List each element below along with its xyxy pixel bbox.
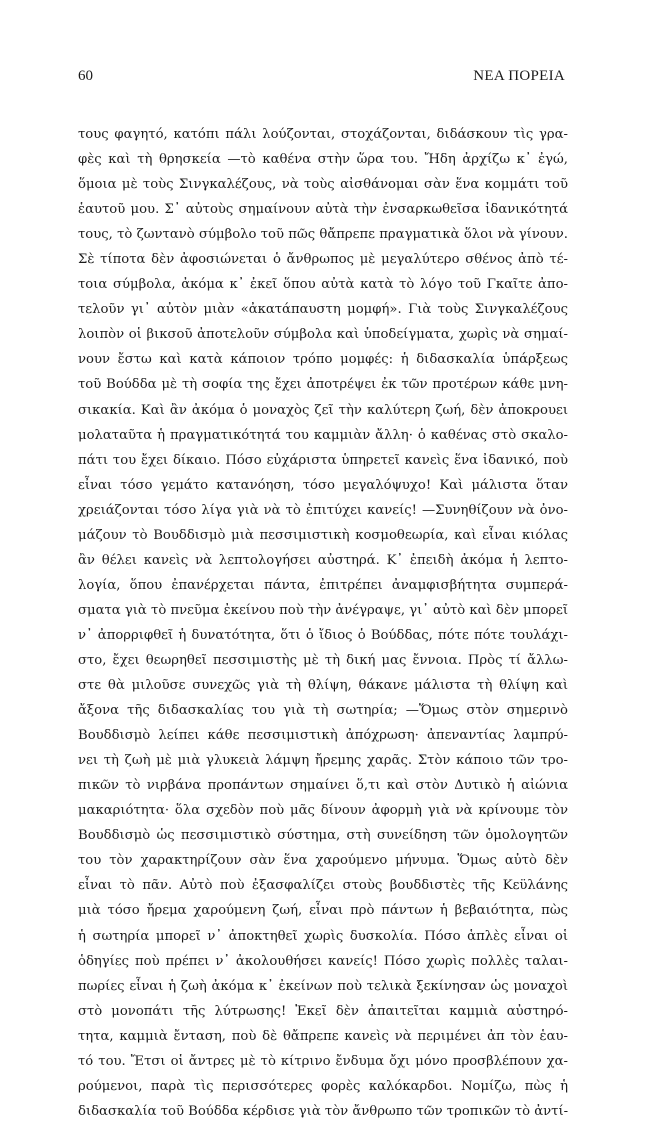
text-line: μάζουν τὸ Βουδδισμὸ μιὰ πεσσιμιστικὴ κοσμοθεωρία, καὶ εἶναι κιόλας [78,527,568,543]
text-line: ὁδηγίες ποὺ πρέπει ν᾽ ἀκολουθήσει κανείς! Πόσο χωρὶς πολλὲς ταλαι- [78,953,568,969]
text-line: χρειάζονται τόσο λίγα γιὰ νὰ τὸ ἐπιτύχει κανείς! —Συνηθίζουν νὰ ὀνο- [78,502,568,518]
text-line: φὲς καὶ τὴ θρησκεία —τὸ καθένα στὴν ὥρα του. Ἤδη ἀρχίζω κ᾽ ἐγώ, [78,152,568,168]
text-line: ὅμοια μὲ τοὺς Σινγκαλέζους, νὰ τοὺς αἰσθάνομαι σὰν ἕνα κομμάτι τοῦ [78,177,568,193]
text-line: τοια σύμβολα, ἀκόμα κ᾽ ἐκεῖ ὅπου αὐτὰ κατὰ τὸ λόγο τοῦ Γκαῖτε ἀπο- [78,277,568,293]
text-line: Βουδδισμὸ ὡς πεσσιμιστικὸ σύστημα, στὴ συνείδηση τῶν ὁμολογητῶν [78,828,568,844]
text-line: εἶναι τὸ πᾶν. Αὐτὸ ποὺ ἐξασφαλίζει στοὺς βουδδιστὲς τῆς Κεϋλάνης [78,878,568,894]
text-line: ἂν θέλει κανεὶς νὰ λεπτολογήσει αὐστηρά. Κ᾽ ἐπειδὴ ἀκόμα ἡ λεπτο- [78,552,568,568]
text-line: τους, τὸ ζωντανὸ σύμβολο τοῦ πῶς θἄπρεπε πραγματικὰ ὅλοι νὰ γίνουν. [78,227,568,243]
text-line: τό του. Ἔτσι οἱ ἄντρες μὲ τὸ κίτρινο ἔνδυμα ὄχι μόνο προσβλέπουν χα- [78,1053,568,1069]
journal-title: ΝΕΑ ΠΟΡΕΙΑ [473,68,565,84]
text-line: ἄξονα τῆς διδασκαλίας του γιὰ τὴ σωτηρία; —Ὅμως στὸν σημερινὸ [78,703,568,719]
text-line: Σὲ τίποτα δὲν ἀφοσιώνεται ὁ ἄνθρωπος μὲ μεγαλύτερο σθένος ἀπὸ τέ- [78,252,568,268]
text-line: πικῶν τὸ νιρβάνα προπάντων σημαίνει ὅ,τι καὶ στὸν Δυτικὸ ἡ αἰώνια [78,778,568,794]
text-line: Βουδδισμὸ λείπει κάθε πεσσιμιστικὴ ἀπόχρωση· ἀπεναντίας λαμπρύ- [78,728,568,744]
text-line: στε θὰ μιλοῦσε συνεχῶς γιὰ τὴ θλίψη, θάκανε μάλιστα τὴ θλίψη καὶ [78,678,568,694]
text-line: μακαριότητα· ὅλα σχεδὸν ποὺ μᾶς δίνουν ἀφορμὴ γιὰ νὰ κρίνουμε τὸν [78,803,568,819]
text-line: στὸ μονοπάτι τῆς λύτρωσης! Ἐκεῖ δὲν ἀπαιτεῖται καμμιὰ αὐστηρό- [78,1003,568,1019]
text-line: τους φαγητό, κατόπι πάλι λούζονται, στοχάζονται, διδάσκουν τὶς γρα- [78,127,568,142]
page-number: 60 [78,68,93,84]
text-line: σικακία. Καὶ ἂν ἀκόμα ὁ μοναχὸς ζεῖ τὴν καλύτερη ζωή, δὲν ἀποκρουει [78,402,568,418]
text-line: διδασκαλία τοῦ Βούδδα κέρδισε γιὰ τὸν ἄνθρωπο τῶν τροπικῶν τὸ ἀντί- [78,1103,568,1119]
text-line: λοιπὸν οἱ βικσοῦ ἀποτελοῦν σύμβολα καὶ ὑποδείγματα, χωρὶς νὰ σημαί- [78,327,568,343]
text-line: πωρίες εἶναι ἡ ζωὴ ἀκόμα κ᾽ ἐκείνων ποὺ τελικὰ ξεκίνησαν ὡς μοναχοὶ [78,978,568,994]
text-line: ἑαυτοῦ μου. Σ᾽ αὐτοὺς σημαίνουν αὐτὰ τὴν ἐνσαρκωθεῖσα ἰδανικότητά [78,202,568,218]
text-line: ν᾽ ἀπορριφθεῖ ἡ δυνατότητα, ὅτι ὁ ἴδιος ὁ Βούδδας, πότε πότε τουλάχι- [78,627,568,643]
text-line: σματα γιὰ τὸ πνεῦμα ἐκείνου ποὺ τὴν ἀνέγραψε, γι᾽ αὐτὸ καὶ δὲν μπορεῖ [78,602,568,618]
text-line: εἶναι τόσο γεμάτο κατανόηση, τόσο μεγαλόψυχο! Καὶ μάλιστα ὅταν [78,477,568,493]
text-line: ρούμενοι, παρὰ τὶς περισσότερες φορὲς καλόκαρδοι. Νομίζω, πὼς ἡ [78,1078,568,1094]
text-line: στο, ἔχει θεωρηθεῖ πεσσιμιστὴς μὲ τὴ δική μας ἔννοια. Πρὸς τί ἄλλω- [78,652,568,668]
text-line: τελοῦν γι᾽ αὐτὸν μιὰν «ἀκατάπαυστη μομφή». Γιὰ τοὺς Σινγκαλέζους [78,302,568,318]
text-line: νουν ἔστω καὶ κατὰ κάποιον τρόπο μομφές: ἡ διδασκαλία ὑπάρξεως [78,352,568,368]
text-line: ἡ σωτηρία μπορεῖ ν᾽ ἀποκτηθεῖ χωρὶς δυσκολία. Πόσο ἁπλὲς εἶναι οἱ [78,928,568,944]
body-text [78,122,568,1124]
text-line: μιὰ τόσο ἤρεμα χαρούμενη ζωή, εἶναι πρὸ πάντων ἡ βεβαιότητα, πὼς [78,903,568,919]
text-line: πάτι του ἔχει δίκαιο. Πόσο εὐχάριστα ὑπηρετεῖ κανεὶς ἕνα ἰδανικό, ποὺ [78,452,568,468]
text-line: τητα, καμμιὰ ἔνταση, ποὺ δὲ θἄπρεπε κανεὶς νὰ περιμένει ἀπ τὸν ἑαυ- [78,1028,568,1044]
text-line: νει τὴ ζωὴ μὲ μιὰ γλυκειὰ λάμψη ἤρεμης χαρᾶς. Στὸν κάποιο τῶν τρο- [78,753,568,769]
running-header [78,68,565,90]
text-line: λογία, ὅπου ἐπανέρχεται πάντα, ἐπιτρέπει ἀναμφισβήτητα συμπερά- [78,577,568,593]
text-line: τοῦ Βούδδα μὲ τὴ σοφία της ἔχει ἀποτρέψει ἐκ τῶν προτέρων κάθε μνη- [78,377,568,393]
text-line: μολαταῦτα ἡ πραγματικότητά του καμμιὰν ἄλλη· ὁ καθένας στὸ σκαλο- [78,427,568,443]
text-line: του τὸν χαρακτηρίζουν σὰν ἕνα χαρούμενο μήνυμα. Ὅμως αὐτὸ δὲν [78,853,568,869]
